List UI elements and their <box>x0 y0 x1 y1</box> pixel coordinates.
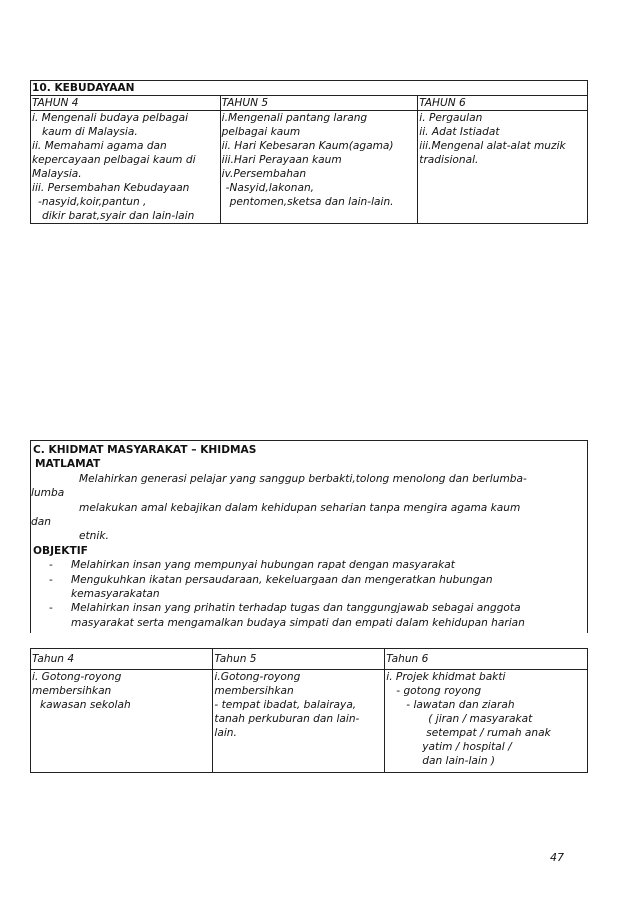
cell-tahun-4 <box>31 111 221 224</box>
line: iii.Hari Perayaan kaum <box>221 154 342 166</box>
section-title: 10. KEBUDAYAAN <box>31 81 588 96</box>
objektif-text: Mengukuhkan ikatan persaudaraan, kekeluargaan dan mengeratkan hubungan kemasyarakatan <box>71 573 493 601</box>
matlamat-text <box>31 472 587 544</box>
line: dan lain-lain ) <box>422 755 496 767</box>
cell-tahun-4 <box>31 670 213 773</box>
line: kaum di Malaysia. <box>42 126 138 138</box>
header-tahun-6: TAHUN 6 <box>418 96 588 111</box>
khidmas-box <box>30 440 588 633</box>
line: - gotong royong <box>396 685 482 697</box>
line: i.Gotong-royong <box>214 671 301 683</box>
line: ii. Memahami agama dan <box>32 140 167 152</box>
matlamat-line: etnik. <box>79 530 109 543</box>
line: membersihkan <box>32 685 112 697</box>
line: i. Pergaulan <box>419 112 483 124</box>
line: ii. Hari Kebesaran Kaum(agama) <box>221 140 394 152</box>
line: yatim / hospital / <box>422 741 512 753</box>
line: lain. <box>214 727 237 739</box>
cell-tahun-5 <box>213 670 385 773</box>
line: i.Mengenali pantang larang <box>221 112 368 124</box>
line: -Nasyid,lakonan, <box>225 182 315 194</box>
header-tahun-5: TAHUN 5 <box>220 96 418 111</box>
line: pelbagai kaum <box>221 126 301 138</box>
cell-tahun-6 <box>385 670 588 773</box>
line: setempat / rumah anak <box>426 727 551 739</box>
line: iii. Persembahan Kebudayaan <box>32 182 190 194</box>
header-tahun-6: Tahun 6 <box>385 649 588 670</box>
line: membersihkan <box>214 685 294 697</box>
objektif-text: Melahirkan insan yang prihatin terhadap tugas dan tanggungjawab sebagai anggota masyarakat serta mengamalkan budaya simpati dan empati dalam kehidupan harian <box>71 602 525 629</box>
header-tahun-4: TAHUN 4 <box>31 96 221 111</box>
line: i. Mengenali budaya pelbagai <box>32 112 189 124</box>
line: ii. Adat Istiadat <box>419 126 500 138</box>
line: iv.Persembahan <box>221 168 307 180</box>
khidmas-table <box>30 648 588 773</box>
line: Malaysia. <box>32 168 82 180</box>
objektif-list <box>31 558 587 630</box>
page-number: 47 <box>550 851 564 864</box>
matlamat-line: Melahirkan generasi pelajar yang sanggup berbakti,tolong menolong dan berlumba- <box>79 472 527 485</box>
line: iii.Mengenal alat-alat muzik <box>419 140 566 152</box>
kebudayaan-table <box>30 80 588 224</box>
line: kawasan sekolah <box>40 699 131 711</box>
matlamat-line: melakukan amal kebajikan dalam kehidupan seharian tanpa mengira agama kaum <box>79 501 521 514</box>
cell-tahun-6 <box>418 111 588 224</box>
line: kepercayaan pelbagai kaum di <box>32 154 196 166</box>
list-item: - Melahirkan insan yang prihatin terhadap tugas dan tanggungjawab sebagai anggota masyarakat serta mengamalkan budaya simpati dan empati dalam kehidupan harian <box>49 602 525 629</box>
line: i. Projek khidmat bakti <box>386 671 506 683</box>
line: - lawatan dan ziarah <box>406 699 515 711</box>
line: -nasyid,koir,pantun , <box>38 196 147 208</box>
header-tahun-5: Tahun 5 <box>213 649 385 670</box>
line: dikir barat,syair dan lain-lain <box>42 210 195 222</box>
matlamat-line: lumba <box>31 487 65 500</box>
cell-tahun-5 <box>220 111 418 224</box>
matlamat-label: MATLAMAT <box>35 458 101 471</box>
matlamat-line: dan <box>31 516 51 529</box>
line: tanah perkuburan dan lain- <box>214 713 360 725</box>
objektif-label: OBJEKTIF <box>33 544 88 557</box>
objektif-text: Melahirkan insan yang mempunyai hubungan rapat dengan masyarakat <box>71 559 455 572</box>
line: ( jiran / masyarakat <box>428 713 533 725</box>
list-item: - Mengukuhkan ikatan persaudaraan, kekeluargaan dan mengeratkan hubungan kemasyarakatan <box>49 573 493 601</box>
line: pentomen,sketsa dan lain-lain. <box>229 196 394 208</box>
section-title: C. KHIDMAT MASYARAKAT – KHIDMAS <box>33 444 257 456</box>
line: tradisional. <box>419 154 479 166</box>
line: i. Gotong-royong <box>32 671 122 683</box>
list-item: - Melahirkan insan yang mempunyai hubungan rapat dengan masyarakat <box>49 559 455 572</box>
header-tahun-4: Tahun 4 <box>31 649 213 670</box>
line: - tempat ibadat, balairaya, <box>214 699 357 711</box>
